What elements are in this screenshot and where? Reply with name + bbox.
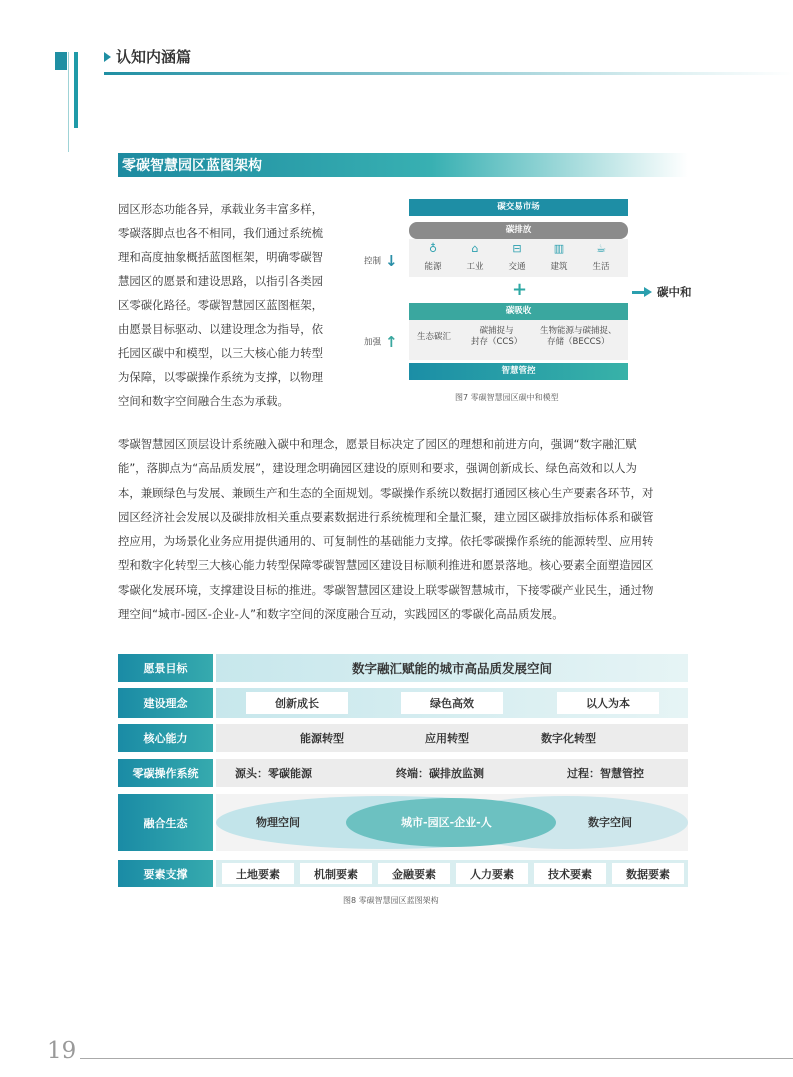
- core-capability-item: 应用转型: [425, 732, 469, 745]
- header-accent-line-thin: [68, 52, 69, 152]
- os-item: 终端：碳排放监测: [396, 767, 484, 780]
- carbon-absorption-bar: 碳吸收: [409, 303, 628, 320]
- body-line: 零碳化发展环境，支撑建设目标的推进。零碳智慧园区建设上联零碳智慧城市，下接零碳产业民生，通过物: [118, 582, 654, 597]
- factors-label: 要素支撑: [118, 860, 213, 887]
- arrow-down-icon: ↓: [385, 252, 398, 270]
- os-row: [118, 759, 688, 787]
- body-paragraph: [118, 432, 690, 626]
- arrow-right-icon: [632, 291, 645, 294]
- body-line: 本，兼顾绿色与发展、兼顾生产和生态的全面规划。零碳操作系统以数据打通园区核心生产要素各环节，对: [118, 485, 654, 500]
- factor-chip: 金融要素: [378, 863, 450, 884]
- header-rule: [104, 72, 793, 75]
- body-line: 能”，落脚点为“高品质发展”，建设理念明确园区建设的原则和要求，强调创新成长、绿色高效和以人为: [118, 461, 637, 476]
- core-capability-body: [216, 724, 688, 752]
- emission-item: [413, 242, 453, 272]
- os-body: [216, 759, 688, 787]
- emission-item: [497, 242, 537, 272]
- header-accent-block: [55, 52, 67, 70]
- vision-label: 愿景目标: [118, 654, 213, 682]
- arrow-up-icon: ↑: [385, 333, 398, 351]
- control-text: 控制: [364, 256, 382, 267]
- os-item: 过程：智慧管控: [567, 767, 644, 780]
- intro-line: 空间和数字空间融合生态为承载。: [118, 394, 289, 408]
- absorption-item: 生物能源与碳捕捉、 存储（BECCS）: [540, 326, 617, 347]
- core-capability-row: [118, 724, 688, 752]
- vision-row: [118, 654, 688, 682]
- body-line: 控应用，为场景化业务应用提供通用的、可复制性的基础能力支撑。依托零碳操作系统的能源转型、应用转: [118, 534, 654, 549]
- fusion-body: [216, 794, 688, 851]
- smart-management-bar: 智慧管控: [409, 363, 628, 380]
- figure7-caption: 图7 零碳智慧园区碳中和模型: [455, 393, 559, 402]
- strengthen-label: [364, 333, 398, 351]
- plus-icon: +: [512, 279, 528, 300]
- factor-chip: 人力要素: [456, 863, 528, 884]
- intro-paragraph: [118, 197, 353, 413]
- fusion-row: [118, 794, 688, 851]
- carbon-market-bar: 碳交易市场: [409, 199, 628, 216]
- carbon-neutral-pointer: [632, 284, 692, 300]
- intro-line: 慧园区的愿景和建设思路，以指引各类园: [118, 274, 324, 288]
- cup-icon: ☕: [596, 242, 606, 255]
- emission-item: [455, 242, 495, 272]
- page-number: 19: [47, 1038, 77, 1064]
- core-capability-label: 核心能力: [118, 724, 213, 752]
- chapter-title: 认知内涵篇: [116, 48, 192, 66]
- os-label: 零碳操作系统: [118, 759, 213, 787]
- carbon-neutral-model-figure: [360, 195, 690, 405]
- factors-body: [216, 860, 688, 887]
- emission-item-label: 生活: [592, 262, 610, 272]
- intro-line: 园区形态功能各异，承载业务丰富多样，: [118, 202, 324, 216]
- factor-chip: 土地要素: [222, 863, 294, 884]
- core-capability-item: 数字化转型: [541, 732, 596, 745]
- emission-item-label: 交通: [508, 262, 526, 272]
- body-line: 型和数字化转型三大核心能力转型保障零碳智慧园区建设目标顺利推进和愿景落地。核心要素全面塑造园区: [118, 558, 654, 573]
- absorption-item: 生态碳汇: [417, 332, 452, 342]
- factor-chip: 数据要素: [612, 863, 684, 884]
- os-item: 源头：零碳能源: [235, 767, 312, 780]
- body-line: 理空间“城市-园区-企业-人”和数字空间的深度融合互动，实践园区的零碳化高品质发展。: [118, 607, 564, 622]
- emission-items-panel: [409, 239, 628, 277]
- chapter-arrow-icon: [104, 52, 111, 62]
- emission-item: [581, 242, 621, 272]
- overlap-label: 城市-园区-企业-人: [401, 816, 492, 829]
- concept-label: 建设理念: [118, 688, 213, 718]
- factor-chip: 机制要素: [300, 863, 372, 884]
- intro-line: 由愿景目标驱动、以建设理念为指导，依: [118, 322, 324, 336]
- body-line: 园区经济社会发展以及碳排放相关重点要素数据进行系统梳理和全量汇聚，建立园区碳排放指标体系和碳管: [118, 509, 654, 524]
- bus-icon: ⊟: [512, 242, 522, 255]
- intro-line: 区零碳化路径。零碳智慧园区蓝图框架，: [118, 298, 324, 312]
- intro-line: 零碳落脚点也各不相同，我们通过系统梳: [118, 226, 324, 240]
- body-line: 零碳智慧园区顶层设计系统融入碳中和理念，愿景目标决定了园区的理想和前进方向，强调“数字融汇赋: [118, 437, 637, 451]
- factors-row: [118, 860, 688, 887]
- footer-rule: [80, 1058, 793, 1059]
- concept-body: [216, 688, 688, 718]
- building-icon: ▥: [553, 242, 565, 255]
- concept-chip: 创新成长: [246, 692, 348, 714]
- strengthen-text: 加强: [364, 337, 382, 348]
- concept-chip: 绿色高效: [401, 692, 503, 714]
- factory-icon: ⌂: [471, 242, 479, 255]
- fusion-label: 融合生态: [118, 794, 213, 851]
- vision-text: 数字融汇赋能的城市高品质发展空间: [216, 654, 688, 682]
- factor-chip: 技术要素: [534, 863, 606, 884]
- bulb-icon: ♁: [428, 242, 438, 255]
- section-title: 零碳智慧园区蓝图架构: [122, 158, 262, 174]
- intro-line: 托园区碳中和模型，以三大核心能力转型: [118, 346, 324, 360]
- intro-line: 为保障，以零碳操作系统为支撑，以物理: [118, 370, 324, 384]
- core-capability-item: 能源转型: [300, 732, 344, 745]
- physical-space-label: 物理空间: [256, 816, 300, 829]
- control-label: [364, 252, 398, 270]
- emission-item-label: 能源: [424, 262, 442, 272]
- carbon-emission-bar: 碳排放: [409, 222, 628, 239]
- carbon-neutral-label: 碳中和: [657, 285, 692, 299]
- concept-chip: 以人为本: [557, 692, 659, 714]
- emission-item-label: 建筑: [550, 262, 568, 272]
- concept-row: [118, 688, 688, 718]
- header-accent-line: [74, 52, 78, 128]
- figure8-caption: 图8 零碳智慧园区蓝图架构: [343, 896, 439, 905]
- emission-item: [539, 242, 579, 272]
- digital-space-label: 数字空间: [588, 816, 632, 829]
- absorption-item: 碳捕捉与 封存（CCS）: [471, 326, 523, 347]
- emission-item-label: 工业: [466, 262, 484, 272]
- intro-line: 理和高度抽象概括蓝图框架，明确零碳智: [118, 250, 324, 264]
- absorption-items-panel: [409, 320, 628, 360]
